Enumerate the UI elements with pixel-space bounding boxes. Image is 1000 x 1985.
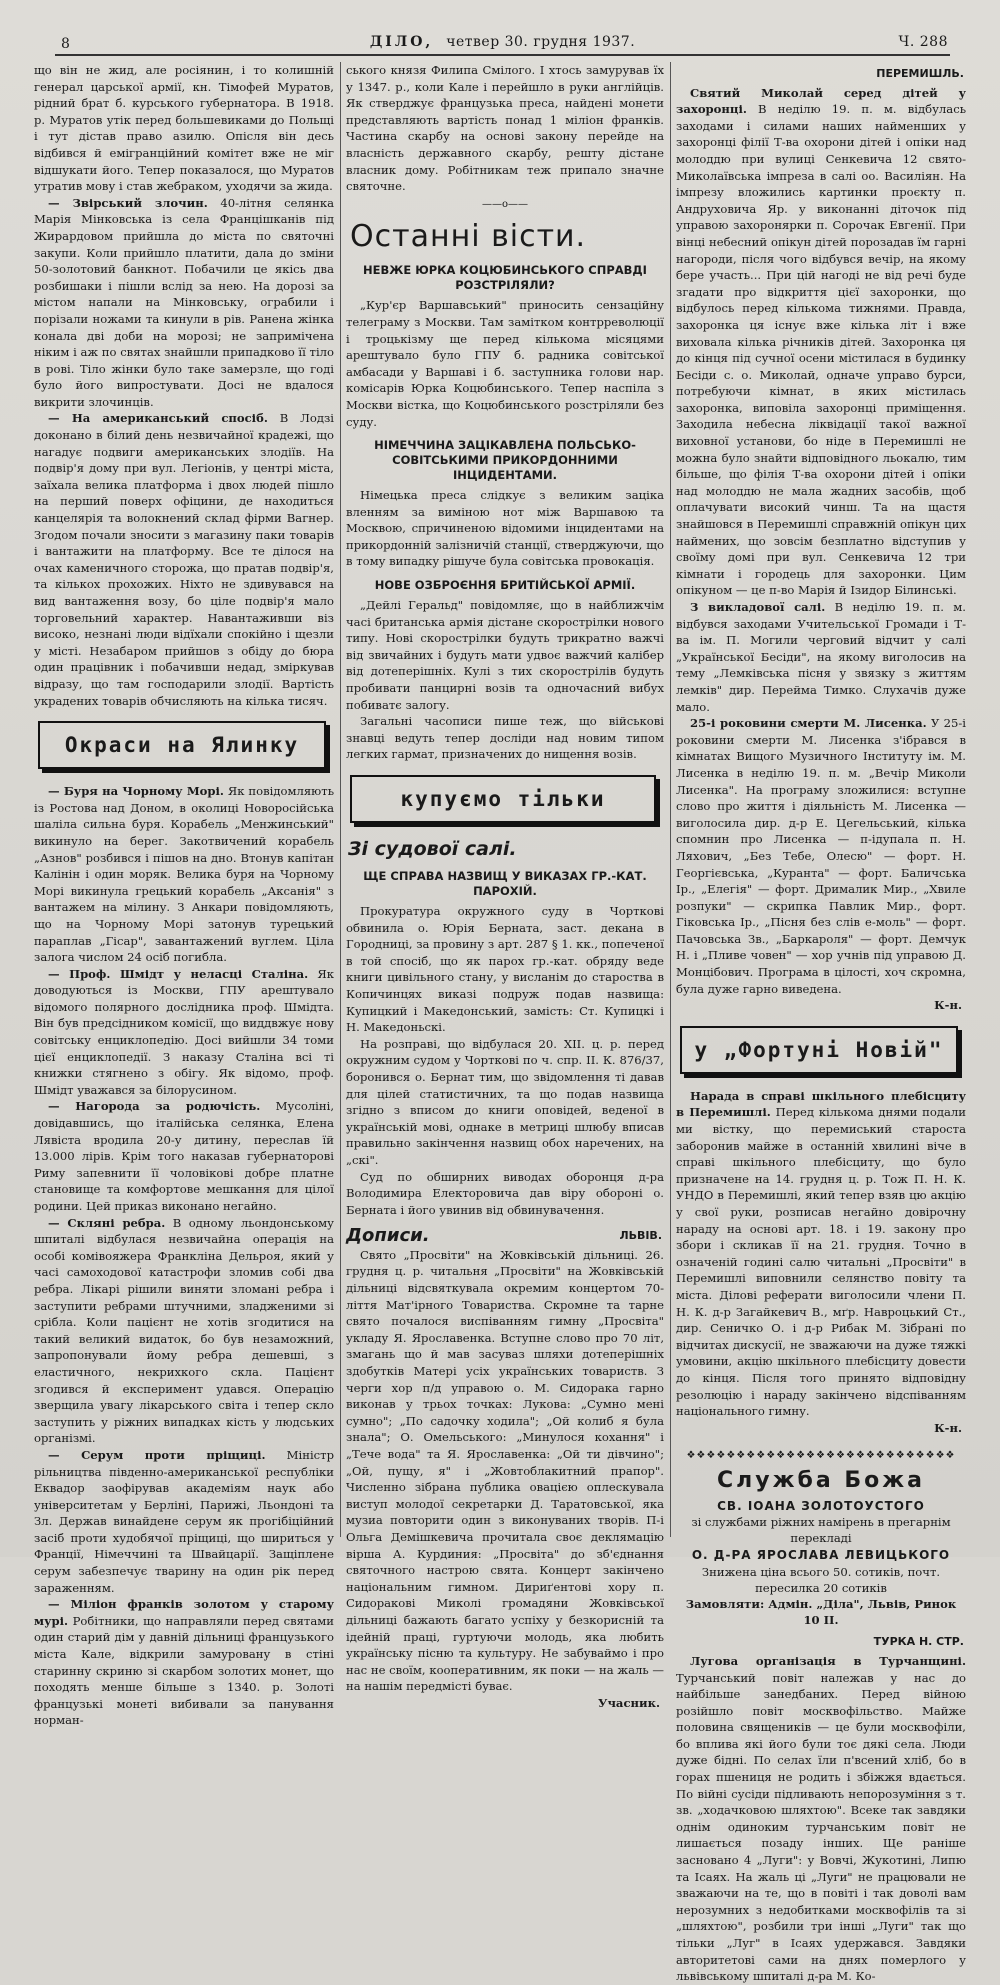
dateline: ПЕРЕМИШЛЬ. (876, 67, 964, 80)
news-item (34, 783, 334, 966)
article-body: Німецька преса слідкує з великим заціка вленням за виміною нот між Варшавою та Москвою, спричиненою відомими інцидентами на прикордонній залізничій станції, стверджуючи, що в тому випадку рішуче була совітська провокація. (346, 488, 664, 569)
news-item (676, 85, 966, 599)
page-number: 8 (61, 36, 71, 52)
section-title-latest-news: Останні вісти. (350, 219, 587, 255)
signature: К-н. (934, 1420, 962, 1435)
article-body: Свято „Просвіти" на Жовківській дільниці. 26. грудня ц. р. читальня „Просвіти" на Жовківській дільниці відсвяткувала окремим концертом 70-ліття Мат'ірного Товариства. Скромне та тарне свято почалося виспіванням гимну „Просвіта" укладу Я. Ярославенка. Вступне слово про 70 літ, змагань що й мав засуваз шляхи дотеперішніх здобутків Матері усіх українських товариств. З черги хор п/д управою о. М. Сидорака гарно виконав у трьох точках: Лукова: „Сумно мені сумно"; „По садочку ходила"; „Ой колиб я була знала"; О. Омельського: „Минулося кохання" і „Тече вода" та Я. Ярославенка: „Ой ти дівчино"; „Ой, пущу, я" і „Жовтоблакитний прапор". Численно зібрана публика овацією оплескувала виступ молодої секретарки Д. Таратовської, яка музиа повторити один з виконуваних творів. П-і Ольга Демішкевича прочитала своє деклямацію вірша А. Курдиния: „Просвіта" до зб'єднання святочного настрою свята. Концерт закінчено національним гимном. Дириґентові хору п. Сидоракові Миколі громадяни Жовківської дільниці бажають багато успіху у безкорисній та ідейній праці, гуртуючи молодь, яка любить українську пісню та культуру. Не забуваймо і про нас не своїм, кооперативним, як поки — на жаль — на нашім передмісті буває. (346, 1247, 664, 1694)
news-lead: 25-і роковини смерти М. Лисенка. (690, 716, 927, 731)
section-title-court: Зі судової салі. (348, 838, 517, 860)
news-lead: З викладової салі. (690, 600, 826, 614)
news-lead: — Буря на Чорному Морі. (48, 784, 224, 799)
ad-title: Служба Божа (717, 1468, 925, 1494)
news-text: В неділю 19. п. м. відбувся заходами Учительської Громади і Т-ва ім. П. Могили черговий відчит у салі „Української Бесіди", на якому виголосив на тему „Лемківська пісня у звязку з життям лемків" дир. Перейма Тимко. Слухачів дуже мало. (676, 600, 966, 714)
article-body: „Кур'єр Варшавський" приносить сензаційну телеграму з Москви. Там замітком контрреволюції і троцькізму ще перед кількома місяцями арештувало було ГПУ б. радника совітської амбасади у Варшаві і б. заступника голови нар. комісарів Юрка Коцюбинського. Тепер наспіла з Москви вістка, що Коцюбинського розстріляли без суду. (346, 298, 664, 429)
article-body: На розправі, що відбулася 20. XII. ц. р. перед окружним судом у Чорткові по ч. спр. II. К. 876/37, боронився о. Бернат тим, що звідомлення ті давав для цілей статистичних, та що подав назвища згідно з вписом до книги оповідей, веденої в українській мові, однаке в метриці шлюбу вписав правильно закінчення назвищ обох наречених, на „скі". (346, 1036, 664, 1167)
news-text: Мусоліні, довідавшись, що італійська селянка, Елена Лявіста вродила 20-у дитину, переслав їй 13.000 лірів. Крім того наказав губернаторові Риму запевнити її чоловікові добре платне становище та комфортове мешкання для цілої родини. Цей приказ виконано негайно. (34, 1099, 335, 1213)
ad-banner: Окраси на Ялинку (38, 721, 326, 769)
issue-date: четвер 30. грудня 1937. (446, 34, 636, 50)
news-text: Міністр рільництва південно-американської республіки Еквадор заофірував академіям наук або університетам у Берліні, Парижі, Льондоні та Зл. Держав винайдене серум як прогібіційний засіб проти худобячої пріщиці, що шириться у Франції, Німеччині та Швайцарії. Защіплене серум забезпечує тварину на один рік перед зараженням. (34, 1447, 334, 1595)
paper-name: ДІЛО, (369, 34, 434, 50)
article-body: „Дейлі Геральд" повідомляє, що в найближчім часі британська армія дістане скорострілки нового типу. Нові скорострілки будуть трикратно важчі від звичайних і будуть мати удвоє важчий калібер від дотеперішніх. Кулі з тих скорострілів будуть пробивати панцирні возів та одночасний вибух побиватє залогу. (346, 598, 664, 712)
news-lead: — Серум проти пріщиці. (48, 1447, 266, 1462)
news-lead: — Проф. Шмідт у неласці Сталіна. (48, 966, 309, 981)
letters-header (346, 1224, 664, 1247)
ornament-border: ❖❖❖❖❖❖❖❖❖❖❖❖❖❖❖❖❖❖❖❖❖❖❖❖❖❖❖ (686, 1450, 956, 1462)
ad-price: Знижена ціна всього 50. сотиків, почт. пересилка 20 сотиків (701, 1565, 941, 1596)
issue-number: Ч. 288 (898, 34, 948, 50)
service-advertisement (676, 1446, 966, 1628)
news-text: Робітники, що направляли перед святами один старий дім у давній дільниці французького міста Кале, відкрили замуровану в стіні старинну скриню зі скарбом золотих монет, що походять менше більше з 1340. р. Золоті французькі монеті вибивали за панування норман- (34, 1613, 334, 1728)
masthead (55, 32, 950, 56)
news-text: 40-літня селянка Марія Мінковська із села Францішканів під Жирардовом прийшла до міста по святочні закупи. Коли прийшло платити, дала до зміни 50-золотовий банкнот. Побачили це якісь два розбишаки і пішли вслід за нею. На дорозі за містом напали на Мінковську, ограбили і порізали ножами та кинули в рів. Ранена жінка конала дві доби на морозі; не запримічена ніким і аж по святах знайшли припадково її тіло в рові. Тіло жінки було таке замерзле, що годі було його випростувати. Досі не вдалося викрити злочинців. (34, 195, 334, 409)
news-item (34, 1098, 334, 1214)
news-lead: Святий Миколай серед дітей у захоронці. (676, 85, 966, 117)
dateline: ЛЬВІВ. (619, 1229, 662, 1243)
news-lead: — Скляні ребра. (48, 1215, 166, 1230)
column-2 (346, 62, 664, 1710)
column-rule (340, 62, 341, 1537)
news-item (676, 715, 966, 997)
news-lead: Лугова організація в Турчанщині. (690, 1653, 966, 1668)
news-item (676, 1088, 966, 1420)
ad-banner: купуємо тільки (350, 775, 656, 823)
news-item (34, 410, 334, 709)
ad-author: О. Д-РА ЯРОСЛАВА ЛЕВИЦЬКОГО (691, 1548, 951, 1563)
separator: ——o—— (481, 198, 529, 210)
ad-subtitle: СВ. ІОАНА ЗОЛОТОУСТОГО (717, 1499, 925, 1514)
news-item (34, 1215, 334, 1447)
news-text: Як доводуються із Москви, ГПУ арештувало відомого полярного дослідника проф. Шмідта. Він був предсідником комісії, що виддвжує нову совітську енциклопедію. Досі вийшли 34 томи цієї енциклопедії. З наказу Сталіна всі ті книжки стягнено з обігу. Як відомо, проф. Шмідт уважався за білорусином. (34, 966, 334, 1097)
news-item (34, 1447, 334, 1596)
news-lead: — Нагорода за родючість. (48, 1099, 261, 1114)
news-text: В Лодзі доконано в білий день незвичайної крадежі, що нагадує подвиги американських злодіїв. На подвір'я дому при вул. Легіонів, у центрі міста, заїхала велика платформа і двох людей пішло на перший поверх офіцини, де находиться канцелярія та волокнений склад фірми Вагнер. Згодом почали зносити з магазину паки товарів і вантажити на платформу. Все те ділося на очах каменичного сторожа, що пратав подвір'я, та кількох прохожих. Ніхто не здивувався на вид вантаження возу, бо ціле подвір'я мало торговельний характер. Навантаживши віз високо, незнані люди відїхали спокійно і щезли у місті. Незабаром прийшов з обіду до бюра один працівник і побачивши недад, зміркував відразу, що там господарили злодії. Вартість украдених товарів обчисляють на кілька тисяч. (34, 411, 335, 708)
article-body: Загальні часописи пише теж, що військові знавці ведуть тепер досліди над новим типом легких гармат, призначених до нищення возів. (346, 714, 664, 762)
news-lead: — Міліон франків золотом у старому мурі. (34, 1597, 334, 1628)
news-text: Турчанський повіт належав у нас до найбільше занедбаних. Перед війною розійшло повіт москвофільство. Майже половина священиків — це були москвофіли, бо вплива які його були тоє дякі села. Люди дуже бідні. По селах їли п'всений хліб, бо в горах пшениця не родить і збіжжя вдається. По війні сусіди підливають непорозуміння з т. зв. „ходачковою шляхтою". Всеке так завдяки однім одиноким турчанським повіт не лишається позаду інших. Ще раніше засновано 4 „Луги": у Вовчі, Жукотині, Липю та Ісаях. На жаль ці „Луги" не працювали не зважаючи на те, що в повіті і так доволі вам нерозумних з недобитками москвофілів та зі „шляхтою", розбили три інші „Луги" так що тільки „Луг" в Ісаях удержався. Завдяки авторитетові сами на днях померлого у львівському шпиталі д-ра М. Ко- (676, 1670, 966, 1984)
column-1 (34, 62, 335, 1728)
headline: НІМЕЧЧИНА ЗАЦІКАВЛЕНА ПОЛЬСЬКО-СОВІТСЬКИМИ ПРИКОРДОННИМИ ІНЦИДЕНТАМИ. (374, 438, 636, 483)
headline: ЩЕ СПРАВА НАЗВИЩ У ВИКАЗАХ ГР.-КАТ. ПАРОХІЙ. (363, 869, 647, 898)
news-item (34, 1596, 334, 1729)
signature: К-н. (934, 998, 962, 1013)
dateline: ТУРКА Н. СТР. (873, 1635, 964, 1649)
article-continued: що він не жид, але росіянин, і то колишній генерал царської армії, кн. Тімофей Муратов, рідний брат б. курського губернатора. В 1918. р. Муратов утік перед большевиками до Польщі і тут дістав право азилю. Опісля він десь відбився й емігранційний комітет вже не міг відшукати його. Тепер показалося, що Муратов утратив мову і став жебраком, уходячи за жида. (34, 63, 334, 194)
article-continued: ського князя Филипа Смілого. І хтось замурував їх у 1347. р., коли Кале і перейшло в руки англійців. Як стверджує французька преса, найдені монети представляють вартість понад 1 міліон франків. Частина скарбу на основі закону перейде на власність державного скарбу, решту дістане власник дому. Робітникам теж припало значне святочне. (346, 63, 664, 194)
ad-text: зі службами ріжних намірень в прегарнім перекладі (691, 1515, 951, 1546)
section-title-letters: Дописи. (346, 1224, 430, 1246)
news-lead: Нарада в справі шкільного плебісциту в Перемишлі. (676, 1088, 966, 1120)
news-text: Перед кількома днями подали ми вістку, що перемиський староста заборонив майже в останній хвилині віче в справі шкільного плебісциту, що було призначене на 14. грудня ц. р. Тож П. Н. К. УНДО в Перемишлі, який тепер взяв цю акцію у свої руки, розписав негайно довірочну нараду на основі арт. 18. і 19. закону про збори і скликав її на 21. грудня. Точно в означеній годині салю читальні „Просвіти" в Перемишлі виповнили селянство повіту та міста. Ділові реферати виголосили члени П. Н. К. д-р Загайкевич В., мґр. Навроцький Ст., дир. Сеничко О. і д-р Рибак М. Зібрані по відчитах дискусії, не зважаючи на дуже тяжкі умовини, акцію шкільного плебісциту довести до кінця. Після того принято відповідну резолюцію і нараду закінчено відспіванням національного гимну. (676, 1105, 967, 1419)
news-text: У 25-і роковини смерти М. Лисенка з'ібрався в кімнатах Вищого Музичного Інституту ім. М. Лисенка в неділю 19. п. м. „Вечір Миколи Лисенка". На програму зложилися: вступне слово про життя і діяльність М. Лисенка — виголосила дир. д-р Е. Цегельський, кілька спомнин про Лисенка — п-ідупала п. Н. Ляхович, „Без Тебе, Олесю" — форт. Н. Георгієвська, „Куранта" — форт. Баличська Ір., „Елегія" — форт. Дрималик Мир., „Хвиле розпуки" — скрипка Павлик Мир., форт. Гіковська Ір., „Пісня без слів е-моль" — форт. Пачовська Зв., „Баркароля" — форт. Демчук Н. і „Пливе човен" — хор учнів під управою Д. Монцібович. Програма в цілості, хоч скромна, була дуже гарно виведена. (676, 716, 966, 996)
news-lead: — На американський спосіб. (48, 411, 268, 426)
news-text: В одному льондонському шпиталі відбулася незвичайна операція на особі комівояжера Франкліна Дельроя, який у часі самоходової катастрофи зломив собі два ребра. Лікарі рішили виняти зломані ребра і заступити ребрами штучними, зладженими зі срібла. Коли пацієнт не хотів згодитися на такий великий видаток, бо був незаможний, запропонували йому ребра дешевші, з еластичного, некрихкого скла. Пацієнт згодився й експеримент удався. Операцію зверщила увагу лікарського світа і тепер скло заступить у ріжних випадках кість у людських організмі. (34, 1215, 334, 1446)
headline: НЕВЖЕ ЮРКА КОЦЮБИНСЬКОГО СПРАВДІ РОЗСТРІЛЯЛИ? (363, 263, 647, 293)
news-item (676, 599, 966, 715)
article-body: Прокуратура окружного суду в Чорткові обвинила о. Юрія Берната, заст. декана в Городниці, за провину з арт. 287 § 1. кк., попеченої в той спосіб, що як парох гр.-кат. обряду веде книги цивільного стану, у висланім до староства в Копичинцях виказі подруж подав назвища: Купицкий і Македонський, замість: Ст. Купицкі і Н. Македоньскі. (346, 904, 664, 1035)
news-text: Як повідомляють із Ростова над Доном, в околиці Новоросійська шаліла сильна буря. Корабель „Менжинський" викинуло на берег. Закотвичений корабель „Азнов" розбився і пішов на дно. Втонув капітан Калінін і один моряк. Велика буря на Чорному Морі викинула грецький корабель „Аксанія" з вантажем на мілину. З Анкари повідомляють, що на Чорному Морі затонув турецький параплав „Гісар", завантажений вуглем. Ціла залога числом 24 осіб погибла. (34, 784, 335, 965)
news-text: В неділю 19. п. м. відбулась заходами і силами наших найменших у захоронці філії Т-ва охорони дітей і опіки над молоддю при вулиці Сенкевича 12 свято-Миколаївська імпреза в салі оо. Василіян. На імпрезу вложились картинки проєкту п. Андруховича Яр. у виконанні діточок під управою захоронярки п. Сорочак Евгенії. При вінці небесний опікун дітей порозадав їм гарні нагороди, після чого відбувся вечір, на якому бере участь... При цій нагоді не від речі буде згадати про відкриття цієї захоронки, що відбулось перед кількома тижнями. Правда, захоронка ця існує вже кілька літ і вже виховала кілька річників дітей. Захоронка ця до кінця під сучної осени містилася в будинку Бесіди с. о. Миколай, одначе управо бурси, потребуючи кімнат, в яких містилась захоронка, виповіла захоронці приміщення. Заходила небесна ліквідації такої важної виховної установи, бо ніде в Перемишлі не можна було знайти відповідного льокалю, тим більше, що філія Т-ва охорони дітей і опіки над молоддю не мала жадних засобів, щоб оплачувати високий чинш. Та на щастя знайшовся в Перемишлі справжній опікун цих наймених, що зовсім безплатно відступив у своїму домі при вул. Сенкевича 12 три кімнати і городець для захоронки. Цим опікуном — це п-во Марія й Ізидор Білинські. (676, 102, 967, 598)
ad-order-info: Замовляти: Адмін. „Діла", Львів, Ринок 10 II. (685, 1597, 957, 1628)
news-item (34, 195, 334, 411)
masthead-title (55, 34, 950, 50)
news-item (34, 966, 334, 1099)
column-rule (670, 62, 671, 1537)
headline: НОВЕ ОЗБРОЄННЯ БРИТІЙСЬКОЇ АРМІЇ. (374, 578, 636, 593)
article-body: Суд по обширних виводах оборонця д-ра Володимира Електоровича дав віру обороні о. Берната і його увинив від обвинувачення. (346, 1169, 664, 1217)
news-item (676, 1653, 966, 1985)
signature: Учасник. (598, 1695, 660, 1710)
news-lead: — Звірський злочин. (48, 195, 208, 210)
ad-banner: у „Фортуні Новій" (680, 1026, 958, 1074)
column-3 (676, 62, 967, 1984)
